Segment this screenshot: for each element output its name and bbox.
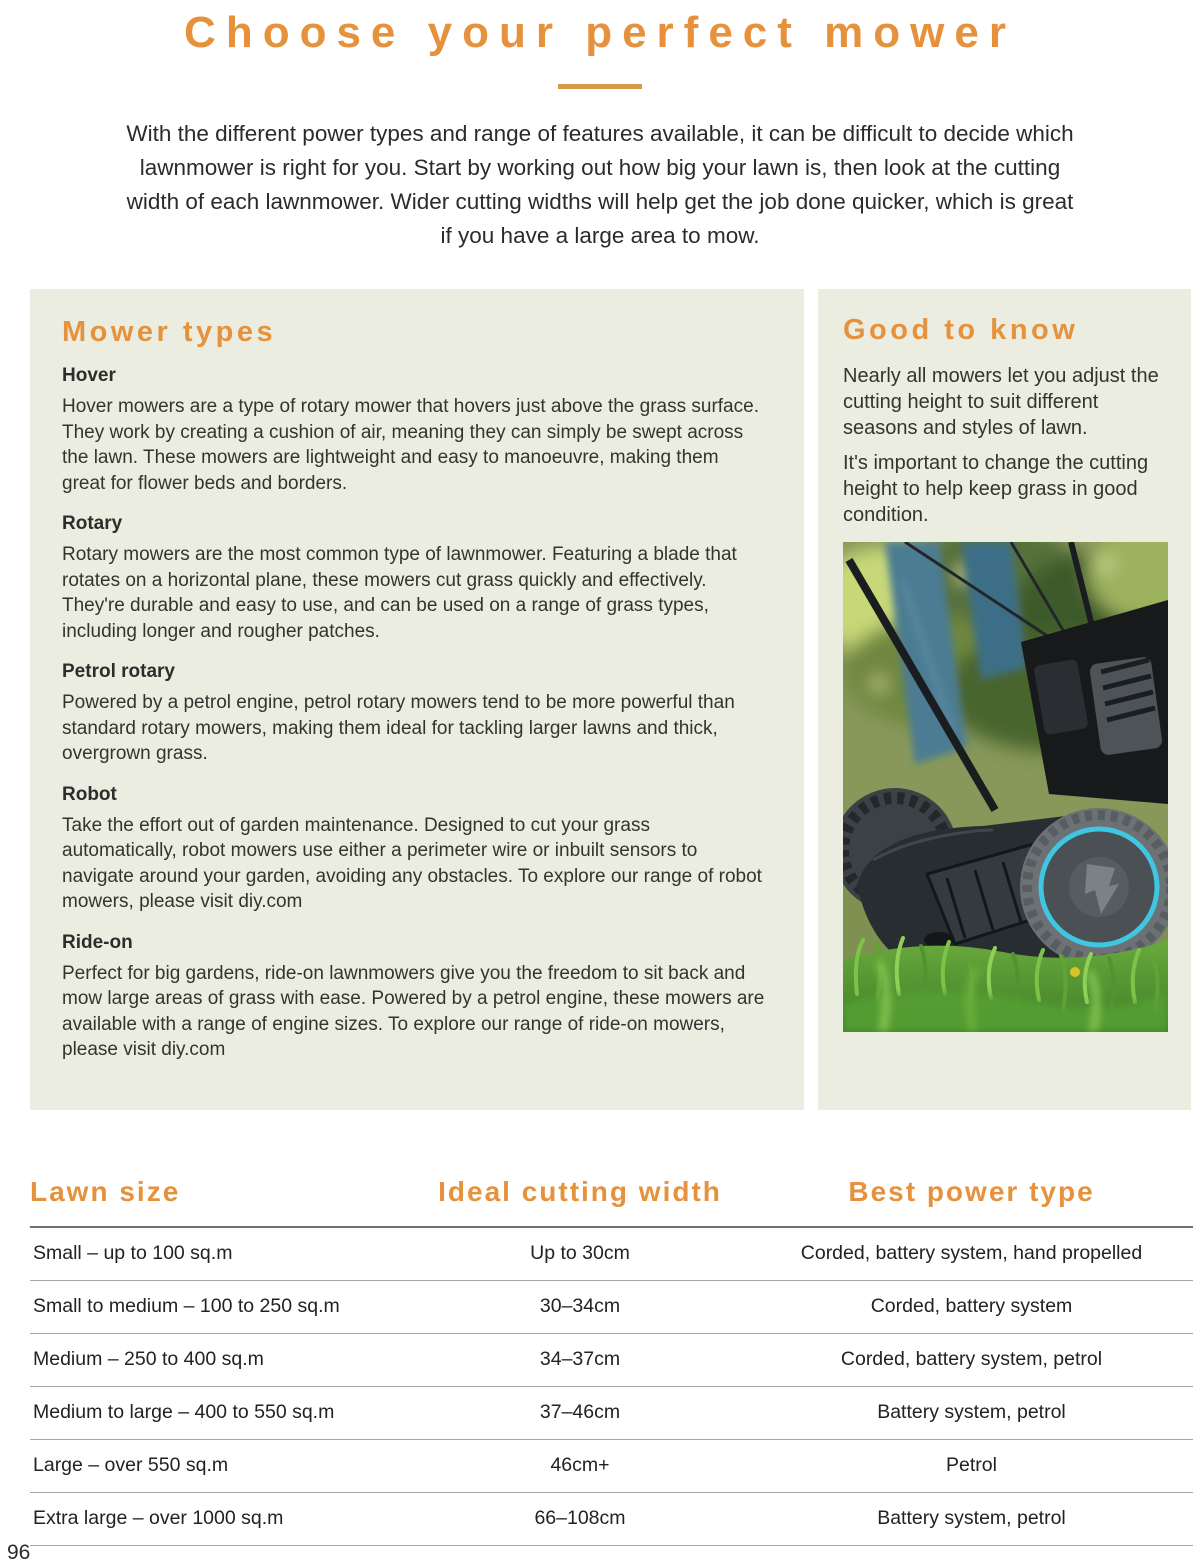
cell-lawn-size: Medium – 250 to 400 sq.m	[33, 1347, 264, 1370]
mower-type-ride-on-text: Perfect for big gardens, ride-on lawnmowers give you the freedom to sit back and mow large areas of grass with ease. Powered by a petrol engine, these mowers are available with a range of engine sizes. To explore our range of ride-on mowers, please visit diy.com	[62, 962, 765, 1060]
cell-lawn-size: Medium to large – 400 to 550 sq.m	[33, 1400, 335, 1423]
page-number: 96	[7, 1541, 31, 1564]
mower-photo	[843, 542, 1168, 1032]
mower-type-hover	[62, 365, 766, 496]
table-row	[30, 1440, 1193, 1493]
mower-type-robot	[62, 784, 766, 915]
mower-type-hover-title: Hover	[62, 365, 116, 386]
table-row	[30, 1387, 1193, 1440]
cell-power-type: Corded, battery system, hand propelled	[800, 1241, 1143, 1264]
column-header-cutting-width: Ideal cutting width	[438, 1175, 722, 1207]
mower-type-rotary	[62, 513, 766, 644]
cell-lawn-size: Small – up to 100 sq.m	[33, 1241, 233, 1264]
mower-type-rotary-title: Rotary	[62, 513, 123, 534]
good-to-know-panel	[818, 289, 1191, 1110]
mower-type-petrol-rotary-text: Powered by a petrol engine, petrol rotary mowers tend to be more powerful than standard rotary mowers, making them ideal for tackling larger lawns and thick, overgrown grass.	[62, 692, 735, 764]
cell-cutting-width: 37–46cm	[539, 1400, 621, 1423]
cell-cutting-width: 30–34cm	[539, 1294, 621, 1317]
mower-type-robot-title: Robot	[62, 783, 117, 805]
cell-power-type: Corded, battery system	[870, 1294, 1073, 1317]
table-header-row	[30, 1176, 1193, 1228]
table-row	[30, 1334, 1193, 1387]
table-row	[30, 1228, 1193, 1281]
cell-cutting-width: 66–108cm	[534, 1506, 626, 1529]
column-header-power-type: Best power type	[848, 1175, 1095, 1207]
good-to-know-heading: Good to know	[843, 314, 1079, 346]
cell-lawn-size: Extra large – over 1000 sq.m	[33, 1506, 284, 1529]
page-title: Choose your perfect mower	[184, 8, 1016, 57]
content-row	[30, 289, 1191, 1110]
cell-power-type: Petrol	[946, 1453, 997, 1476]
intro-text: With the different power types and range of features available, it can be difficult to decide which lawnmower is right for you. Start by working out how big your lawn is, then look at the cutting width of each lawnmower. Wider cutting widths will help get the job done quicker, which is great if you have a large area to mow.	[126, 121, 1074, 248]
mower-type-ride-on-title: Ride-on	[62, 931, 133, 953]
mower-types-panel	[30, 289, 804, 1110]
table-row	[30, 1493, 1193, 1546]
good-to-know-para-1: Nearly all mowers let you adjust the cutting height to suit different seasons and styles of lawn.	[843, 365, 1159, 439]
cell-cutting-width: 34–37cm	[539, 1347, 621, 1370]
cell-power-type: Battery system, petrol	[877, 1506, 1066, 1529]
mower-type-robot-text: Take the effort out of garden maintenance. Designed to cut your grass automatically, robot mowers use either a perimeter wire or inbuilt sensors to navigate around your garden, avoiding any obstacles. To explore our range of robot mowers, please visit diy.com	[62, 814, 762, 912]
mower-type-rotary-text: Rotary mowers are the most common type of lawnmower. Featuring a blade that rotates on a horizontal plane, these mowers cut grass quickly and effectively. They're durable and easy to use, and can be used on a range of grass types, including longer and rougher patches.	[62, 544, 737, 642]
mower-types-heading: Mower types	[62, 316, 277, 348]
table-row	[30, 1281, 1193, 1334]
cell-power-type: Corded, battery system, petrol	[840, 1347, 1103, 1370]
lawn-size-table	[30, 1176, 1193, 1546]
mower-type-hover-text: Hover mowers are a type of rotary mower that hovers just above the grass surface. They work by creating a cushion of air, meaning they can simply be swept across the lawn. These mowers are lightweight and easy to manoeuvre, making them great for flower beds and borders.	[62, 396, 759, 494]
column-header-lawn-size: Lawn size	[30, 1175, 181, 1207]
mower-type-ride-on	[62, 932, 766, 1063]
cell-cutting-width: Up to 30cm	[530, 1241, 630, 1264]
cell-cutting-width: 46cm+	[550, 1453, 610, 1476]
good-to-know-para-2: It's important to change the cutting height to help keep grass in good condition.	[843, 452, 1149, 526]
cell-lawn-size: Small to medium – 100 to 250 sq.m	[33, 1294, 340, 1317]
cell-power-type: Battery system, petrol	[877, 1400, 1066, 1423]
mower-type-petrol-rotary-title: Petrol rotary	[62, 661, 175, 682]
cell-lawn-size: Large – over 550 sq.m	[33, 1453, 229, 1476]
mower-type-petrol-rotary	[62, 661, 766, 767]
title-underline	[558, 84, 642, 89]
